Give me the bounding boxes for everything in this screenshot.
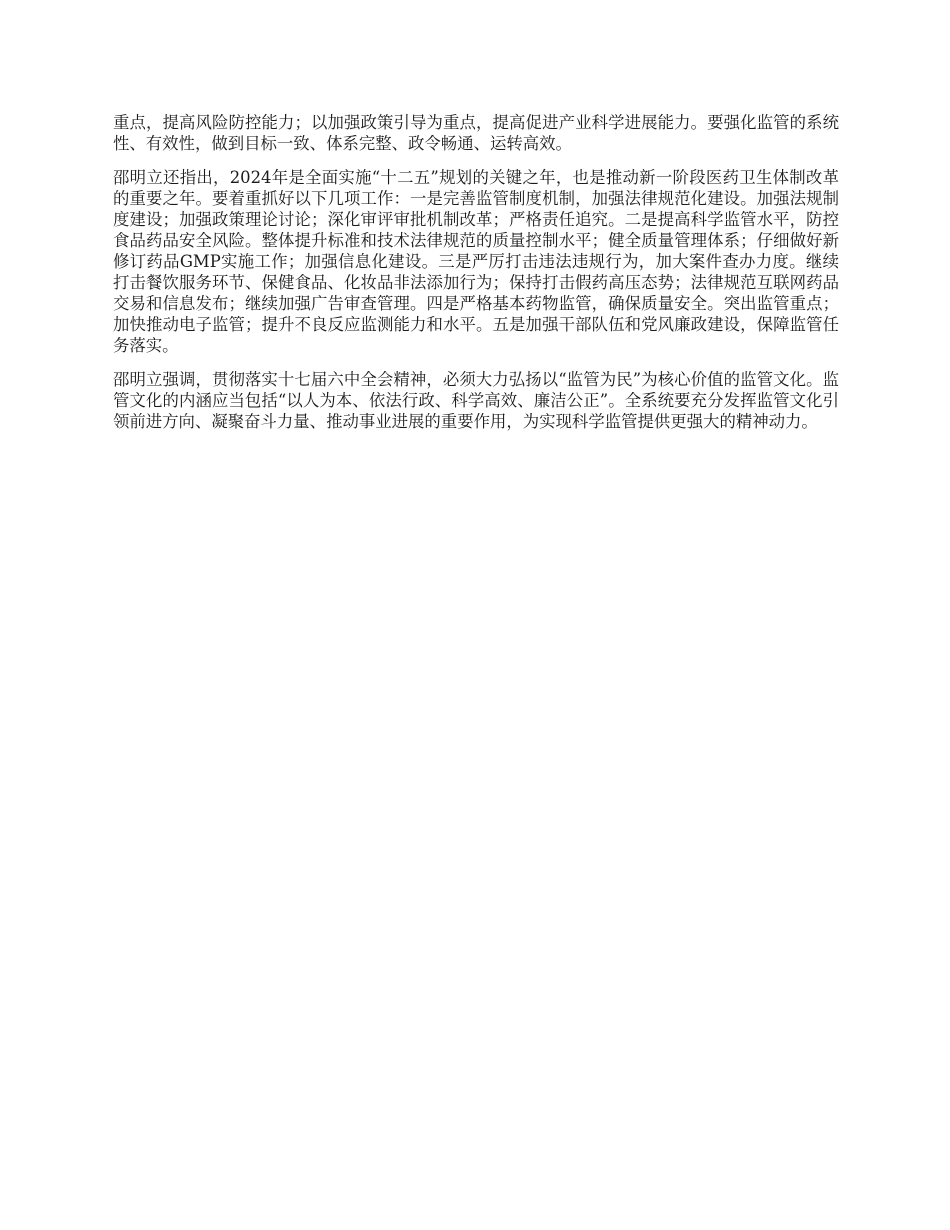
paragraph-1: 重点，提高风险防控能力；以加强政策引导为重点，提高促进产业科学进展能力。要强化监管的系统性、有效性，做到目标一致、体系完整、政令畅通、运转高效。	[113, 113, 839, 153]
paragraph-2: 邵明立还指出，2024年是全面实施“十二五”规划的关键之年，也是推动新一阶段医药卫生体制改革的重要之年。要着重抓好以下几项工作：一是完善监管制度机制，加强法律规范化建设。加强法规制度建设；加强政策理论讨论；深化审评审批机制改革；严格责任追究。二是提高科学监管水平，防控食品药品安全风险。整体提升标准和技术法律规范的质量控制水平；健全质量管理体系；仔细做好新修订药品GMP实施工作；加强信息化建设。三是严厉打击违法违规行为，加大案件查办力度。继续打击餐饮服务环节、保健食品、化妆品非法添加行为；保持打击假药高压态势；法律规范互联网药品交易和信息发布；继续加强广告审查管理。四是严格基本药物监管，确保质量安全。突出监管重点；加快推动电子监管；提升不良反应监测能力和水平。五是加强干部队伍和党风廉政建设，保障监管任务落实。	[113, 168, 839, 355]
document-page	[113, 112, 839, 445]
paragraph-3: 邵明立强调，贯彻落实十七届六中全会精神，必须大力弘扬以“监管为民”为核心价值的监管文化。监管文化的内涵应当包括“以人为本、依法行政、科学高效、廉洁公正”。全系统要充分发挥监管文化引领前进方向、凝聚奋斗力量、推动事业进展的重要作用，为实现科学监管提供更强大的精神动力。	[113, 370, 839, 431]
